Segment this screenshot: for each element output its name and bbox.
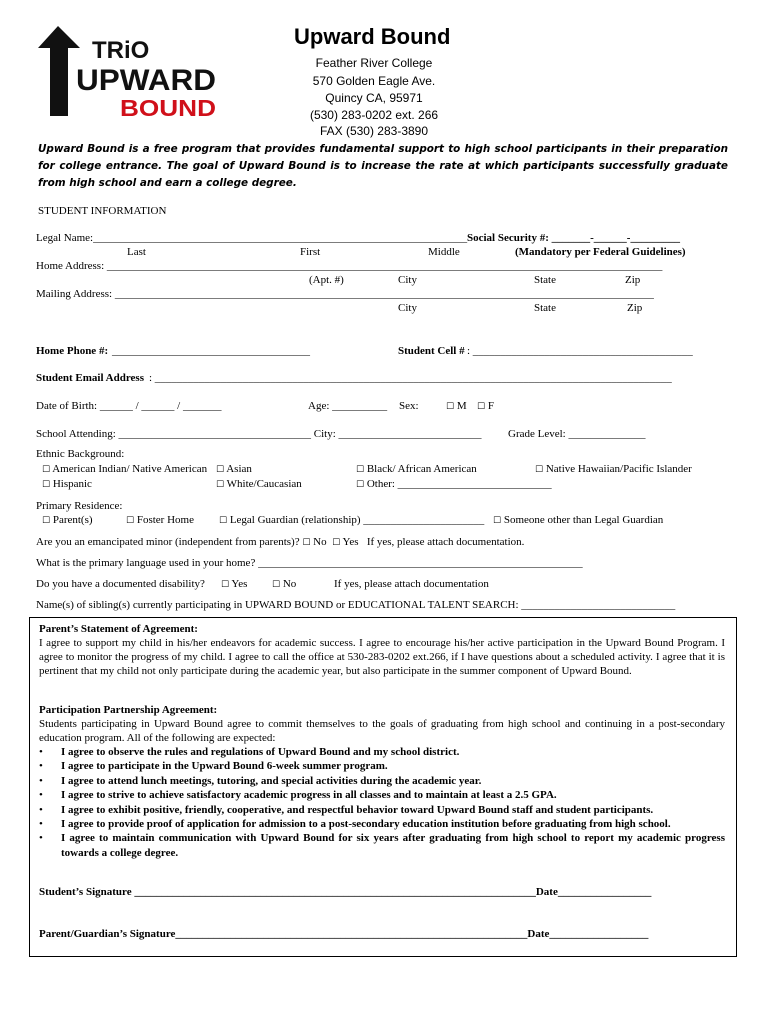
checkbox-icon[interactable]: ☐ — [446, 402, 455, 412]
address-line-5: FAX (530) 283-3890 — [319, 124, 429, 138]
residence-option-label: Someone other than Legal Guardian — [503, 514, 664, 526]
pledge-item: • I agree to strive to achieve satisfactory academic progress in all classes and to maintain at least a 2.5 GPA. — [39, 788, 725, 802]
home-zip-label: Zip — [625, 274, 641, 286]
email-field[interactable]: : ______________________________________________________________________________________________ — [149, 372, 672, 384]
checkbox-icon[interactable]: ☐ — [42, 516, 51, 526]
page-title: Upward Bound — [294, 24, 451, 49]
logo-arrow-icon — [38, 26, 80, 116]
pledge-list — [39, 745, 725, 860]
ethnic-option-hispanic[interactable] — [42, 478, 92, 490]
ethnic-option-white[interactable] — [216, 478, 302, 490]
home-address-field[interactable]: Home Address: _____________________________________________________________________________________________________ — [36, 260, 663, 272]
checkbox-icon[interactable]: ☐ — [493, 516, 502, 526]
siblings-field[interactable]: Name(s) of sibling(s) currently participating in UPWARD BOUND or EDUCATIONAL TALENT SEARCH: ____________________________ — [36, 599, 676, 611]
ssn-field[interactable]: Social Security #: _______-______-_________ — [467, 232, 680, 244]
name-first-label: First — [300, 246, 321, 258]
logo-upward-text: UPWARD — [76, 64, 216, 97]
cell-label: Student Cell # — [398, 345, 465, 357]
address-line-1: Feather River College — [315, 56, 433, 70]
mailing-zip-label: Zip — [627, 302, 643, 314]
residence-label: Primary Residence: — [36, 500, 123, 512]
disability-question: Do you have a documented disability? — [36, 578, 205, 590]
ethnic-option-hawaiian[interactable] — [535, 463, 692, 475]
emancipated-question — [36, 536, 524, 548]
checkbox-icon[interactable]: ☐ — [477, 402, 486, 412]
mailing-address-field[interactable]: Mailing Address: __________________________________________________________________________________________________ — [36, 288, 654, 300]
ethnic-label: Ethnic Background: — [36, 448, 125, 460]
mailing-city-label: City — [398, 302, 417, 314]
home-city-label: City — [398, 274, 417, 286]
intro-paragraph: Upward Bound is a free program that provides fundamental support to high school participants in their preparation for college entrance. The goal of Upward Bound is to increase the rate at which participants successfully graduate from high school and earn a college degree. — [38, 143, 728, 189]
parent-signature-field[interactable]: Parent/Guardian’s Signature________________________________________________________________Date__________________ — [39, 928, 649, 940]
disability-yes-option[interactable] — [221, 578, 247, 590]
ethnic-option-asian[interactable] — [216, 463, 252, 475]
dob-field[interactable]: Date of Birth: ______ / ______ / _______ — [36, 400, 222, 412]
sex-label: Sex: — [399, 400, 419, 412]
ethnic-option-label: American Indian/ Native American — [52, 463, 208, 475]
legal-name-field[interactable]: Legal Name:____________________________________________________________________ — [36, 232, 468, 244]
home-phone-label: Home Phone #: — [36, 345, 109, 357]
school-field[interactable]: School Attending: ___________________________________ City: __________________________ — [36, 428, 482, 440]
language-field[interactable]: What is the primary language used in your home? ___________________________________________________________ — [36, 557, 583, 569]
checkbox-icon[interactable]: ☐ — [126, 516, 135, 526]
disability-yes-label: Yes — [231, 578, 248, 590]
cell-field[interactable]: : ________________________________________ — [467, 345, 693, 357]
address-line-4: (530) 283-0202 ext. 266 — [309, 108, 439, 122]
age-field[interactable]: Age: __________ — [308, 400, 388, 412]
partnership-heading: Participation Partnership Agreement: — [39, 704, 218, 716]
sex-m-label: M — [456, 400, 467, 412]
ethnic-option-label: Other: ____________________________ — [366, 478, 552, 490]
residence-option-foster[interactable] — [126, 514, 194, 526]
ethnic-option-label: White/Caucasian — [226, 478, 302, 490]
pledge-item: • I agree to attend lunch meetings, tutoring, and special activities during the academic year. — [39, 774, 725, 788]
mailing-state-label: State — [534, 302, 556, 314]
logo-trio-text: TRiO — [92, 37, 150, 64]
parent-statement-text: I agree to support my child in his/her endeavors for academic success. I agree to encourage his/her active participation in the Upward Bound Program. I agree to monitor the progress of my child. I agree to call the office at 530-283-0202 ext.266, if I have questions about a scheduled activity. I agree that it is pertinent that my child not only participate during the academic year, but also participate in the summer component of Upward Bound. — [39, 637, 725, 677]
residence-option-label: Foster Home — [136, 514, 194, 526]
ethnic-option-other[interactable] — [356, 478, 552, 490]
checkbox-icon[interactable]: ☐ — [216, 480, 225, 490]
student-signature-field[interactable]: Student’s Signature _________________________________________________________________________Date_________________ — [39, 886, 652, 898]
checkbox-icon[interactable]: ☐ — [302, 538, 311, 548]
disability-note: If yes, please attach documentation — [334, 578, 489, 590]
emancipated-yes-label: Yes — [342, 536, 359, 548]
emancipated-question-text: Are you an emancipated minor (independent from parents)? — [36, 536, 300, 548]
residence-option-label: Legal Guardian (relationship) ______________________ — [229, 514, 485, 526]
checkbox-icon[interactable]: ☐ — [356, 465, 365, 475]
sex-f-label: F — [487, 400, 494, 412]
pledge-item: • I agree to participate in the Upward Bound 6-week summer program. — [39, 759, 725, 773]
sex-m-option[interactable] — [446, 400, 467, 412]
residence-option-other[interactable] — [493, 514, 663, 526]
ethnic-option-label: Asian — [226, 463, 252, 475]
ssn-note: (Mandatory per Federal Guidelines) — [515, 246, 686, 258]
residence-option-parents[interactable] — [42, 514, 93, 526]
home-state-label: State — [534, 274, 556, 286]
sex-f-option[interactable] — [477, 400, 494, 412]
email-label: Student Email Address — [36, 372, 144, 384]
address-line-3: Quincy CA, 95971 — [325, 91, 423, 105]
name-last-label: Last — [127, 246, 146, 258]
ethnic-option-black[interactable] — [356, 463, 477, 475]
name-middle-label: Middle — [428, 246, 460, 258]
checkbox-icon[interactable]: ☐ — [272, 580, 281, 590]
ethnic-option-label: Black/ African American — [366, 463, 477, 475]
disability-no-label: No — [282, 578, 297, 590]
checkbox-icon[interactable]: ☐ — [332, 538, 341, 548]
disability-no-option[interactable] — [272, 578, 296, 590]
residence-option-guardian[interactable] — [219, 514, 484, 526]
emancipated-no-label: No — [313, 536, 327, 548]
checkbox-icon[interactable]: ☐ — [221, 580, 230, 590]
pledge-item: • I agree to observe the rules and regulations of Upward Bound and my school district. — [39, 745, 725, 759]
pledge-item: • I agree to exhibit positive, friendly, cooperative, and respectful behavior toward Upward Bound staff and student participants. — [39, 803, 725, 817]
checkbox-icon[interactable]: ☐ — [535, 465, 544, 475]
ethnic-option-label: Native Hawaiian/Pacific Islander — [545, 463, 692, 475]
pledge-item: • I agree to maintain communication with Upward Bound for six years after graduating from high school to report my academic progress towards a college degree. — [39, 831, 725, 860]
logo-bound-text: BOUND — [120, 95, 216, 121]
address-line-2: 570 Golden Eagle Ave. — [312, 74, 436, 88]
partnership-text: Students participating in Upward Bound agree to commit themselves to the goals of graduating from high school and continuing in a post-secondary education program. All of the following are expected: — [39, 718, 725, 744]
checkbox-icon[interactable]: ☐ — [42, 480, 51, 490]
checkbox-icon[interactable]: ☐ — [219, 516, 228, 526]
checkbox-icon[interactable]: ☐ — [216, 465, 225, 475]
residence-option-label: Parent(s) — [52, 514, 93, 526]
checkbox-icon[interactable]: ☐ — [42, 465, 51, 475]
checkbox-icon[interactable]: ☐ — [356, 480, 365, 490]
student-info-heading: STUDENT INFORMATION — [38, 205, 167, 217]
pledge-item: • I agree to provide proof of application for admission to a post-secondary education institution before graduating from high school. — [39, 817, 725, 831]
ethnic-option-label: Hispanic — [52, 478, 92, 490]
ethnic-option-american-indian[interactable] — [42, 463, 207, 475]
trio-upward-bound-logo — [36, 24, 222, 124]
grade-field[interactable]: Grade Level: ______________ — [508, 428, 646, 440]
home-apt-label: (Apt. #) — [309, 274, 344, 286]
emancipated-note: If yes, please attach documentation. — [366, 536, 525, 548]
home-phone-field[interactable]: ____________________________________ — [112, 345, 310, 357]
parent-statement-heading: Parent’s Statement of Agreement: — [39, 623, 198, 635]
